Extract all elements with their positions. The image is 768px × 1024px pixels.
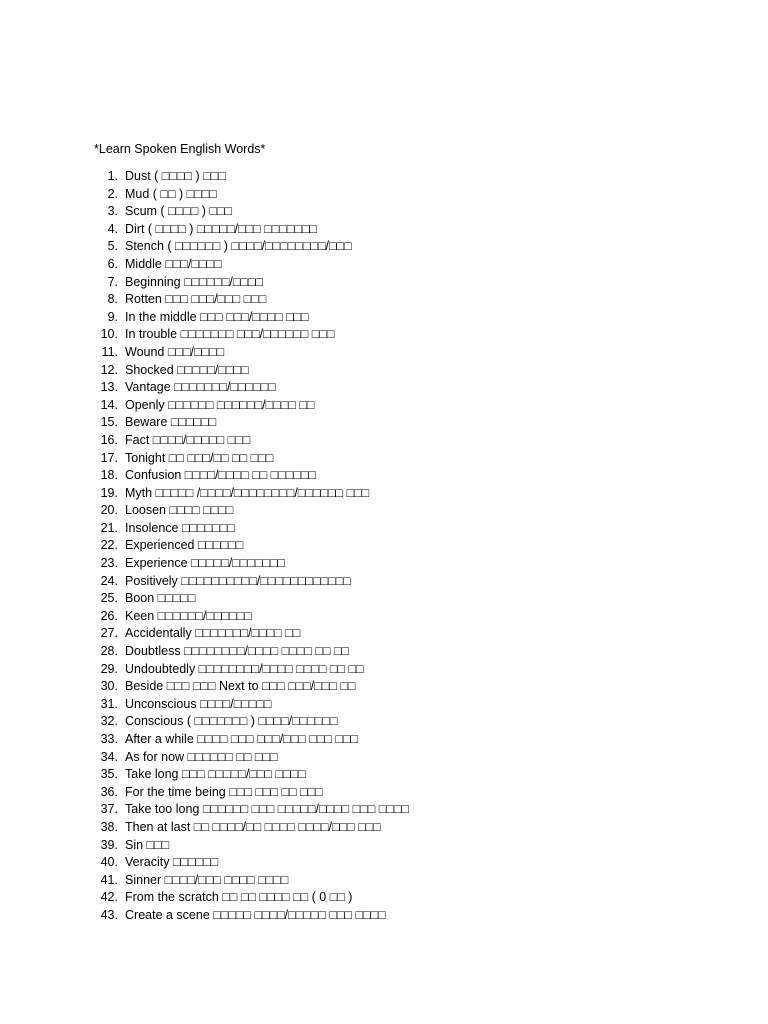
list-item-text: Myth □□□□□ /□□□□/□□□□□□□□/□□□□□□ □□□ [125,485,370,500]
list-item [96,555,409,573]
list-item-text: Rotten □□□ □□□/□□□ □□□ [125,292,267,307]
list-item-number: 3. [107,204,118,219]
list-item-text: Take too long □□□□□□ □□□ □□□□□/□□□□ □□□ □□□□ [125,802,409,817]
list-item-text: Unconscious □□□□/□□□□□ [125,696,272,711]
list-item [96,801,409,819]
list-item-text: Dust ( □□□□ ) □□□ [125,169,226,183]
list-item [96,186,409,204]
list-item [96,414,409,432]
list-item-text: Shocked □□□□□/□□□□ [125,362,249,377]
list-item-text: Keen □□□□□□/□□□□□□ [125,608,252,623]
list-item-number: 35. [100,767,118,782]
list-item-text: Then at last □□ □□□□/□□ □□□□ □□□□/□□□ □□□ [125,819,381,834]
list-item-number: 22. [100,538,118,553]
list-item-number: 5. [107,239,118,254]
list-item-number: 12. [100,362,118,377]
list-item [96,889,409,907]
list-item [96,837,409,855]
list-item [96,238,409,256]
list-item [96,643,409,661]
list-item-number: 15. [100,415,118,430]
list-item-text: Take long □□□ □□□□□/□□□ □□□□ [125,767,306,782]
list-item-number: 9. [107,309,118,324]
list-item-text: Loosen □□□□ □□□□ [125,503,234,518]
list-item-number: 13. [100,380,118,395]
list-item-number: 28. [100,644,118,659]
list-item [96,326,409,344]
list-item-number: 30. [100,679,118,694]
list-item-number: 31. [100,696,118,711]
list-item-text: Veracity □□□□□□ [125,855,219,870]
list-item [96,713,409,731]
list-item [96,291,409,309]
list-item [96,221,409,239]
list-item-text: For the time being □□□ □□□ □□ □□□ [125,784,323,799]
list-item [96,784,409,802]
list-item [96,678,409,696]
list-item-text: As for now □□□□□□ □□ □□□ [125,749,278,764]
list-item [96,573,409,591]
list-item-text: Tonight □□ □□□/□□ □□ □□□ [125,450,274,465]
list-item [96,608,409,626]
list-item-number: 10. [100,327,118,342]
list-item-text: Dirt ( □□□□ ) □□□□□/□□□ □□□□□□□ [125,221,318,236]
list-item-number: 43. [100,907,118,922]
list-item-text: Sin □□□ [125,837,170,852]
list-item [96,819,409,837]
list-item-text: Beginning □□□□□□/□□□□ [125,274,264,289]
list-item-number: 21. [100,520,118,535]
list-item [96,661,409,679]
list-item-text: Fact □□□□/□□□□□ □□□ [125,432,251,447]
document-title: *Learn Spoken English Words* [94,142,266,156]
list-item-text: Accidentally □□□□□□□/□□□□ □□ [125,626,301,641]
list-item-number: 6. [107,256,118,271]
list-item-text: After a while □□□□ □□□ □□□/□□□ □□□ □□□ [125,732,359,746]
list-item-text: In the middle □□□ □□□/□□□□ □□□ [125,309,309,324]
list-item-number: 2. [107,186,118,201]
list-item-text: Stench ( □□□□□□ ) □□□□/□□□□□□□□/□□□ [125,239,352,254]
list-item-text: Vantage □□□□□□□/□□□□□□ [125,380,276,395]
list-item [96,854,409,872]
list-item-text: Mud ( □□ ) □□□□ [125,186,217,201]
list-item-number: 24. [100,573,118,588]
list-item-text: Beside □□□ □□□ Next to □□□ □□□/□□□ □□ [125,679,356,694]
list-item-number: 8. [107,292,118,307]
word-list [96,168,409,925]
list-item [96,432,409,450]
list-item [96,520,409,538]
list-item-number: 14. [100,397,118,412]
list-item [96,397,409,415]
list-item-number: 33. [100,732,118,746]
list-item [96,467,409,485]
list-item [96,731,409,749]
list-item [96,766,409,784]
list-item-number: 34. [100,749,118,764]
list-item [96,696,409,714]
list-item-number: 20. [100,503,118,518]
list-item-text: Scum ( □□□□ ) □□□ [125,204,233,219]
list-item-number: 23. [100,556,118,571]
list-item-text: From the scratch □□ □□ □□□□ □□ ( 0 □□ ) [125,890,353,905]
list-item [96,502,409,520]
list-item-number: 32. [100,714,118,729]
list-item [96,872,409,890]
list-item-number: 27. [100,626,118,641]
list-item-text: Wound □□□/□□□□ [125,344,225,359]
list-item [96,625,409,643]
list-item-text: Boon □□□□□ [125,591,196,606]
list-item-text: Openly □□□□□□ □□□□□□/□□□□ □□ [125,397,315,412]
list-item-text: Sinner □□□□/□□□ □□□□ □□□□ [125,872,289,887]
list-item-number: 41. [100,872,118,887]
list-item-text: Experience □□□□□/□□□□□□□ [125,556,286,571]
list-item-number: 1. [107,169,118,183]
list-item-number: 16. [100,432,118,447]
list-item [96,344,409,362]
list-item [96,537,409,555]
list-item-text: Experienced □□□□□□ [125,538,244,553]
list-item [96,203,409,221]
list-item-number: 25. [100,591,118,606]
list-item-text: In trouble □□□□□□□ □□□/□□□□□□ □□□ [125,327,335,342]
list-item [96,362,409,380]
list-item-number: 11. [101,344,118,359]
list-item [96,590,409,608]
list-item-number: 36. [100,784,118,799]
list-item [96,749,409,767]
list-item-number: 26. [100,608,118,623]
list-item-number: 18. [100,468,118,483]
list-item-number: 42. [100,890,118,905]
list-item-number: 40. [100,855,118,870]
list-item [96,256,409,274]
list-item-text: Confusion □□□□/□□□□ □□ □□□□□□ [125,468,316,483]
list-item-number: 19. [100,485,118,500]
list-item-text: Positively □□□□□□□□□□/□□□□□□□□□□□□ [125,573,351,588]
list-item-number: 4. [107,221,118,236]
list-item [96,450,409,468]
list-item-text: Insolence □□□□□□□ [125,520,235,535]
list-item-text: Conscious ( □□□□□□□ ) □□□□/□□□□□□ [125,714,338,729]
list-item [96,485,409,503]
list-item-number: 7. [107,274,118,289]
list-item [96,168,409,186]
list-item-number: 38. [100,819,118,834]
list-item-text: Doubtless □□□□□□□□/□□□□ □□□□ □□ □□ [125,644,349,659]
list-item-text: Create a scene □□□□□ □□□□/□□□□□ □□□ □□□□ [125,907,386,922]
list-item [96,379,409,397]
list-item-number: 39. [100,837,118,852]
list-item-number: 37. [100,802,118,817]
list-item [96,907,409,925]
list-item-text: Middle □□□/□□□□ [125,256,222,271]
list-item-text: Undoubtedly □□□□□□□□/□□□□ □□□□ □□ □□ [125,661,364,676]
list-item [96,309,409,327]
list-item-number: 29. [100,661,118,676]
list-item [96,274,409,292]
list-item-number: 17. [100,450,118,465]
list-item-text: Beware □□□□□□ [125,415,217,430]
